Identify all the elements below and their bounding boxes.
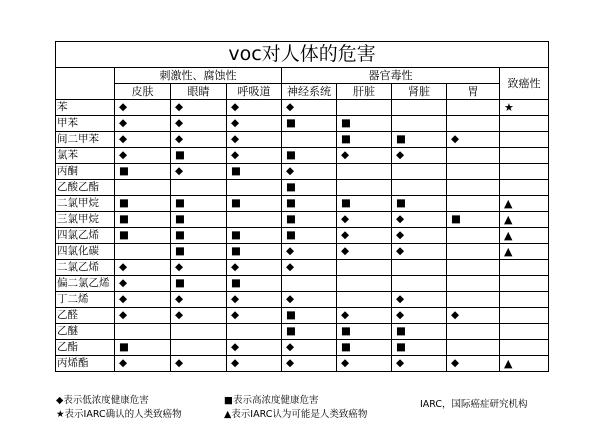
hazard-mark-sq: ■	[171, 212, 227, 228]
hazard-mark-sq: ■	[115, 196, 171, 212]
empty-cell	[392, 116, 447, 132]
hazard-mark-sq: ■	[171, 228, 227, 244]
hazard-mark-dot: ◆	[337, 228, 392, 244]
table-row	[56, 100, 549, 116]
hazard-mark-sq: ■	[337, 324, 392, 340]
table-row	[56, 132, 549, 148]
empty-cell	[171, 180, 227, 196]
empty-cell	[227, 212, 282, 228]
empty-cell	[337, 292, 392, 308]
column-header: 肾脏	[392, 84, 447, 100]
hazard-mark-dot: ◆	[282, 164, 337, 180]
hazard-mark-dot: ◆	[392, 308, 447, 324]
table-row	[56, 340, 549, 356]
hazard-mark-sq: ■	[282, 324, 337, 340]
empty-cell	[500, 260, 549, 276]
hazard-mark-sq: ■	[171, 148, 227, 164]
hazard-mark-dot: ◆	[115, 276, 171, 292]
empty-cell	[171, 340, 227, 356]
empty-cell	[447, 100, 500, 116]
hazard-mark-dot: ◆	[392, 292, 447, 308]
hazard-mark-dot: ◆	[171, 292, 227, 308]
table-row	[56, 260, 549, 276]
hazard-mark-sq: ■	[337, 196, 392, 212]
table-row	[56, 308, 549, 324]
empty-cell	[337, 260, 392, 276]
empty-cell	[447, 116, 500, 132]
empty-cell	[500, 164, 549, 180]
hazard-mark-dot: ◆	[337, 148, 392, 164]
hazard-mark-dot: ◆	[227, 260, 282, 276]
table-body	[56, 100, 549, 372]
compound-name: 二氯乙烯	[56, 260, 115, 276]
table-row	[56, 292, 549, 308]
hazard-mark-sq: ■	[227, 276, 282, 292]
table-row	[56, 324, 549, 340]
empty-cell	[392, 100, 447, 116]
hazard-mark-sq: ■	[392, 132, 447, 148]
empty-cell	[447, 228, 500, 244]
hazard-mark-dot: ◆	[282, 244, 337, 260]
compound-name: 丙酮	[56, 164, 115, 180]
hazard-mark-dot: ◆	[115, 100, 171, 116]
voc-hazard-table	[55, 41, 549, 372]
column-header: 皮肤	[115, 84, 171, 100]
empty-cell	[447, 260, 500, 276]
empty-cell	[282, 276, 337, 292]
hazard-mark-dot: ◆	[227, 308, 282, 324]
hazard-mark-dot: ◆	[282, 340, 337, 356]
compound-name: 四氯乙烯	[56, 228, 115, 244]
empty-cell	[337, 180, 392, 196]
hazard-mark-dot: ◆	[171, 260, 227, 276]
legend-triangle-possible: ▲表示IARC认为可能是人类致癌物	[224, 409, 368, 420]
hazard-mark-sq: ■	[337, 132, 392, 148]
hazard-mark-dot: ◆	[282, 260, 337, 276]
empty-cell	[115, 180, 171, 196]
hazard-mark-dot: ◆	[227, 100, 282, 116]
empty-cell	[500, 292, 549, 308]
empty-cell	[447, 292, 500, 308]
hazard-mark-dot: ◆	[227, 292, 282, 308]
empty-cell	[500, 132, 549, 148]
empty-cell	[115, 244, 171, 260]
hazard-mark-dot: ◆	[392, 228, 447, 244]
empty-cell	[447, 180, 500, 196]
table-row	[56, 356, 549, 372]
table-row	[56, 244, 549, 260]
empty-cell	[115, 324, 171, 340]
empty-cell	[227, 180, 282, 196]
empty-cell	[337, 164, 392, 180]
hazard-mark-sq: ■	[115, 340, 171, 356]
empty-cell	[500, 340, 549, 356]
hazard-mark-sq: ■	[337, 340, 392, 356]
hazard-mark-tri: ▲	[500, 228, 549, 244]
table-row	[56, 228, 549, 244]
hazard-mark-dot: ◆	[171, 356, 227, 372]
compound-name: 乙酸乙酯	[56, 180, 115, 196]
hazard-mark-sq: ■	[282, 148, 337, 164]
compound-name: 苯	[56, 100, 115, 116]
empty-cell	[337, 100, 392, 116]
empty-cell	[392, 180, 447, 196]
hazard-mark-sq: ■	[337, 116, 392, 132]
column-header: 肝脏	[337, 84, 392, 100]
hazard-mark-dot: ◆	[227, 148, 282, 164]
compound-name: 丙烯酯	[56, 356, 115, 372]
hazard-mark-dot: ◆	[392, 148, 447, 164]
corner-cell	[56, 68, 115, 100]
table-row	[56, 164, 549, 180]
hazard-mark-star: ★	[500, 100, 549, 116]
empty-cell	[500, 308, 549, 324]
hazard-mark-dot: ◆	[447, 308, 500, 324]
hazard-mark-dot: ◆	[171, 116, 227, 132]
hazard-mark-sq: ■	[282, 228, 337, 244]
hazard-mark-sq: ■	[282, 308, 337, 324]
hazard-mark-sq: ■	[227, 228, 282, 244]
group-irritation: 刺激性、腐蚀性	[115, 68, 282, 84]
empty-cell	[227, 324, 282, 340]
table-row	[56, 116, 549, 132]
empty-cell	[500, 324, 549, 340]
hazard-mark-dot: ◆	[227, 132, 282, 148]
hazard-mark-dot: ◆	[392, 356, 447, 372]
legend-star-confirmed: ★表示IARC确认的人类致癌物	[56, 409, 182, 420]
hazard-mark-dot: ◆	[337, 308, 392, 324]
compound-name: 四氯化碳	[56, 244, 115, 260]
hazard-mark-dot: ◆	[115, 148, 171, 164]
column-header: 眼睛	[171, 84, 227, 100]
hazard-mark-sq: ■	[282, 212, 337, 228]
group-organ-toxicity: 器官毒性	[282, 68, 500, 84]
hazard-mark-dot: ◆	[227, 340, 282, 356]
hazard-mark-sq: ■	[392, 324, 447, 340]
hazard-mark-sq: ■	[392, 196, 447, 212]
hazard-mark-dot: ◆	[337, 212, 392, 228]
compound-name: 丁二烯	[56, 292, 115, 308]
table-row	[56, 148, 549, 164]
empty-cell	[282, 132, 337, 148]
hazard-mark-sq: ■	[171, 244, 227, 260]
empty-cell	[337, 276, 392, 292]
table-row	[56, 276, 549, 292]
column-header: 呼吸道	[227, 84, 282, 100]
hazard-mark-dot: ◆	[115, 132, 171, 148]
hazard-mark-tri: ▲	[500, 212, 549, 228]
hazard-mark-dot: ◆	[227, 356, 282, 372]
hazard-mark-sq: ■	[282, 180, 337, 196]
hazard-mark-sq: ■	[282, 196, 337, 212]
hazard-mark-sq: ■	[282, 116, 337, 132]
table-title: voc对人体的危害	[56, 42, 549, 68]
empty-cell	[500, 276, 549, 292]
hazard-mark-tri: ▲	[500, 244, 549, 260]
empty-cell	[500, 148, 549, 164]
compound-name: 三氯甲烷	[56, 212, 115, 228]
legend-low-concentration: ◆表示低浓度健康危害	[56, 395, 149, 406]
hazard-mark-sq: ■	[392, 340, 447, 356]
empty-cell	[392, 260, 447, 276]
compound-name: 氯苯	[56, 148, 115, 164]
empty-cell	[447, 196, 500, 212]
empty-cell	[500, 116, 549, 132]
hazard-mark-tri: ▲	[500, 356, 549, 372]
hazard-mark-dot: ◆	[171, 164, 227, 180]
hazard-mark-dot: ◆	[115, 292, 171, 308]
empty-cell	[392, 276, 447, 292]
compound-name: 乙醛	[56, 308, 115, 324]
compound-name: 乙醚	[56, 324, 115, 340]
hazard-mark-sq: ■	[171, 196, 227, 212]
hazard-mark-dot: ◆	[171, 308, 227, 324]
hazard-mark-sq: ■	[115, 228, 171, 244]
compound-name: 二氯甲烷	[56, 196, 115, 212]
hazard-mark-dot: ◆	[447, 356, 500, 372]
column-header: 胃	[447, 84, 500, 100]
hazard-mark-sq: ■	[227, 244, 282, 260]
legend-high-concentration: ■表示高浓度健康危害	[224, 395, 319, 406]
legend-iarc-note: IARC，国际癌症研究机构	[420, 399, 528, 410]
empty-cell	[447, 324, 500, 340]
hazard-mark-dot: ◆	[115, 116, 171, 132]
table-row	[56, 180, 549, 196]
hazard-mark-sq: ■	[227, 196, 282, 212]
hazard-mark-sq: ■	[115, 164, 171, 180]
column-header: 神经系统	[282, 84, 337, 100]
empty-cell	[171, 324, 227, 340]
hazard-mark-sq: ■	[447, 212, 500, 228]
empty-cell	[447, 340, 500, 356]
hazard-mark-dot: ◆	[392, 244, 447, 260]
hazard-mark-sq: ■	[115, 212, 171, 228]
hazard-mark-dot: ◆	[115, 356, 171, 372]
empty-cell	[500, 180, 549, 196]
hazard-mark-dot: ◆	[392, 212, 447, 228]
group-carcinogenic: 致癌性	[500, 68, 549, 100]
hazard-mark-dot: ◆	[447, 132, 500, 148]
hazard-mark-sq: ■	[227, 164, 282, 180]
empty-cell	[447, 244, 500, 260]
hazard-mark-sq: ■	[171, 276, 227, 292]
empty-cell	[447, 148, 500, 164]
hazard-mark-dot: ◆	[282, 292, 337, 308]
voc-hazard-table-sheet	[55, 41, 548, 386]
table-row	[56, 196, 549, 212]
hazard-mark-dot: ◆	[171, 100, 227, 116]
hazard-mark-dot: ◆	[115, 308, 171, 324]
hazard-mark-tri: ▲	[500, 196, 549, 212]
table-row	[56, 212, 549, 228]
hazard-mark-dot: ◆	[171, 132, 227, 148]
compound-name: 乙酯	[56, 340, 115, 356]
hazard-mark-dot: ◆	[282, 100, 337, 116]
compound-name: 偏二氯乙烯	[56, 276, 115, 292]
empty-cell	[447, 276, 500, 292]
hazard-mark-dot: ◆	[282, 356, 337, 372]
hazard-mark-dot: ◆	[337, 356, 392, 372]
empty-cell	[392, 164, 447, 180]
compound-name: 间二甲苯	[56, 132, 115, 148]
hazard-mark-dot: ◆	[115, 260, 171, 276]
compound-name: 甲苯	[56, 116, 115, 132]
empty-cell	[447, 164, 500, 180]
hazard-mark-dot: ◆	[337, 244, 392, 260]
hazard-mark-dot: ◆	[227, 116, 282, 132]
